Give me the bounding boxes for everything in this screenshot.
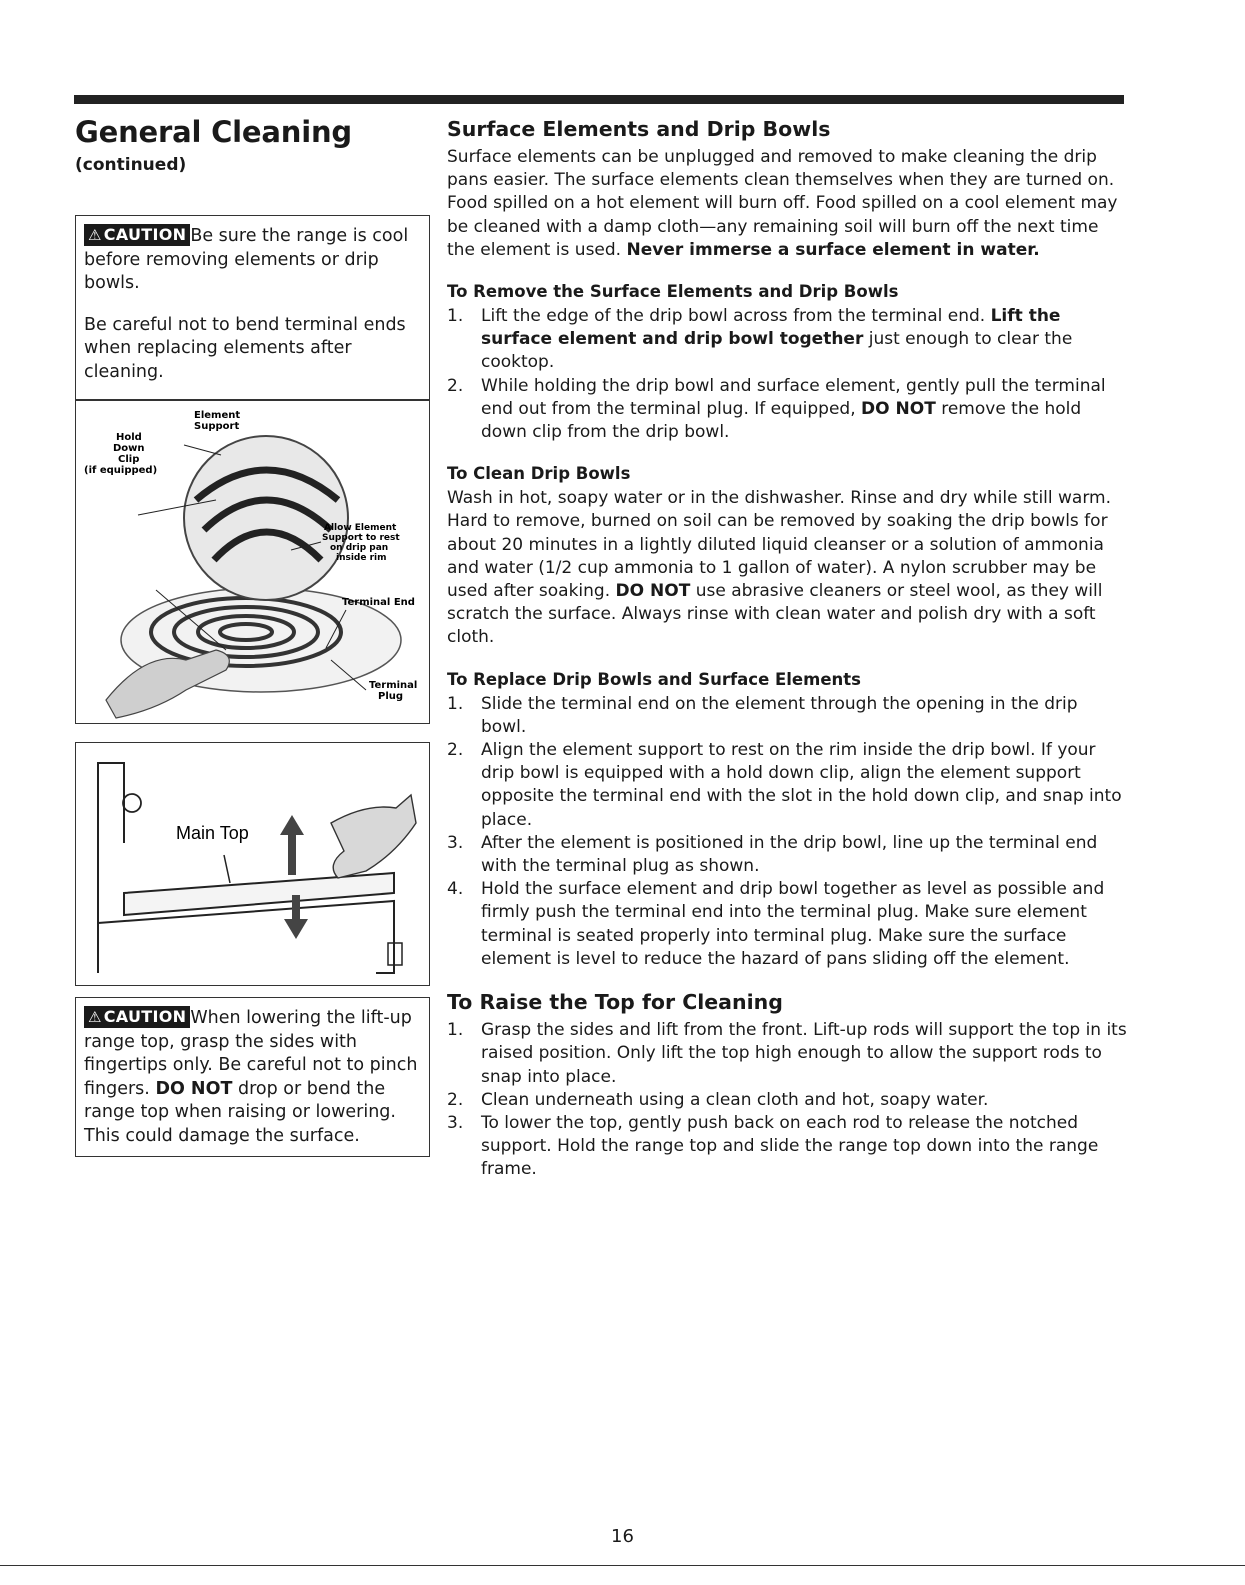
step-item: 1. Slide the terminal end on the element through the opening in the drip bowl. <box>447 693 1078 737</box>
caution-bold: DO NOT <box>155 1078 233 1099</box>
backguard <box>98 763 124 973</box>
caution-second-paragraph: Be careful not to bend terminal ends when replacing elements after cleaning. <box>84 314 406 382</box>
main-top-figure <box>75 742 430 986</box>
caution-badge <box>84 1006 190 1028</box>
footer-rule <box>0 1565 1245 1566</box>
hand-drawing <box>331 795 416 878</box>
range-body-edge <box>376 903 394 973</box>
caution-badge-label: CAUTION <box>103 1007 187 1026</box>
caution-badge-label: CAUTION <box>103 225 187 244</box>
left-column <box>75 114 430 1146</box>
page-subtitle: (continued) <box>75 155 187 175</box>
svg-text:(if equipped): (if equipped) <box>84 465 158 476</box>
raise-steps <box>447 1019 1127 1181</box>
caution-text <box>84 224 421 296</box>
svg-text:inside rim: inside rim <box>336 553 387 563</box>
section-body: Surface elements can be unplugged and removed to make cleaning the drip pans easier. The surface elements clean themselves when they are turned on. Food spilled on a hot element will burn off. Food spilled on a cool element may be cleaned with a damp cloth—any remaining soil will burn off the next time the element is used. Never immerse a surface element in water. <box>447 147 1118 260</box>
section-clean <box>447 462 1127 649</box>
svg-text:on drip pan: on drip pan <box>330 543 389 553</box>
warning-bold: Never immerse a surface element in water. <box>626 239 1040 260</box>
section-surface-elements <box>447 116 1127 262</box>
leader-line <box>184 445 221 455</box>
svg-text:Support to rest: Support to rest <box>322 533 400 543</box>
label-pointer <box>224 855 230 883</box>
main-top-label: Main Top <box>176 823 249 843</box>
page-title: General Cleaning <box>75 115 352 149</box>
warning-triangle-icon: ⚠ <box>88 226 102 244</box>
step-item: 1. Grasp the sides and lift from the front. Lift-up rods will support the top in its raised position. Only lift the top high enough to allow the support rods to snap into place. <box>447 1020 1127 1087</box>
svg-text:Down: Down <box>113 443 145 454</box>
step-item: 2. Align the element support to rest on the rim inside the drip bowl. If your drip bowl is equipped with a hold down clip, align the element support opposite the terminal end with the slot in the hold down clip, and snap into place. <box>447 740 1122 830</box>
section-raise-top <box>447 989 1127 1181</box>
right-column <box>447 116 1127 1200</box>
caution-inline-text: Be sure the range is cool before removing elements or drip bowls. <box>84 226 409 293</box>
subsection-title: To Clean Drip Bowls <box>447 464 631 484</box>
magnified-view <box>184 436 348 600</box>
remove-steps <box>447 305 1127 444</box>
surface-element-figure <box>75 399 430 724</box>
section-body: Wash in hot, soapy water or in the dishwasher. Rinse and dry while still warm. Hard to remove, burned on soil can be removed by soaking the drip bowls for about 20 minutes in a lightly diluted liquid cleanser or a solution of ammonia and water (1/2 cup ammonia to 1 gallon of water). A nylon scrubber may be used after soaking. DO NOT use abrasive cleaners or steel wool, as they will scratch the surface. Always rinse with clean water and polish dry with a soft cloth. <box>447 488 1112 648</box>
caution-badge <box>84 224 190 246</box>
caution-box-range-top <box>75 997 430 1157</box>
warning-triangle-icon: ⚠ <box>88 1008 102 1026</box>
header-rule <box>74 95 1124 104</box>
subsection-title: To Replace Drip Bowls and Surface Elements <box>447 669 861 689</box>
label-element-support: Element <box>194 410 241 421</box>
surface-element-illustration <box>76 400 428 722</box>
step-item: 4. Hold the surface element and drip bowl together as level as possible and firmly push the terminal end into the terminal plug. Make sure element terminal is seated properly into terminal plug. Make sure the surface element is level to reduce the hazard of pans sliding off the element. <box>447 879 1105 969</box>
section-remove <box>447 280 1127 444</box>
main-top-illustration <box>76 743 428 984</box>
page-number: 16 <box>611 1526 634 1547</box>
step-item: 2. Clean underneath using a clean cloth and hot, soapy water. <box>447 1089 989 1110</box>
step-item: 1. Lift the edge of the drip bowl across from the terminal end. Lift the surface element and drip bowl together just enough to clear the cooktop. <box>447 306 1073 373</box>
caution-box-elements <box>75 215 430 401</box>
step-item: 3. To lower the top, gently push back on each rod to release the notched support. Hold the range top and slide the range top down into the range frame. <box>447 1112 1099 1180</box>
label-terminal-end: Terminal End <box>342 597 415 608</box>
caution-text-b: drop or bend the range top when raising or lowering. This could damage the surface. <box>84 1078 396 1146</box>
svg-text:Plug: Plug <box>378 691 404 702</box>
label-terminal-plug: Terminal <box>369 680 418 691</box>
section-title: To Raise the Top for Cleaning <box>447 990 783 1015</box>
knob-icon <box>123 794 141 812</box>
up-arrow-icon <box>280 815 304 875</box>
section-title: Surface Elements and Drip Bowls <box>447 117 831 141</box>
subsection-title: To Remove the Surface Elements and Drip Bowls <box>447 282 899 302</box>
step-item: 2. While holding the drip bowl and surface element, gently pull the terminal end out from the terminal plug. If equipped, DO NOT remove the hold down clip from the drip bowl. <box>447 375 1106 443</box>
section-replace <box>447 668 1127 971</box>
svg-text:Clip: Clip <box>118 454 140 465</box>
label-allow-element: Allow Element <box>324 523 397 533</box>
svg-text:Support: Support <box>194 421 240 432</box>
step-item: 3. After the element is positioned in the drip bowl, line up the terminal end with the terminal plug as shown. <box>447 832 1098 877</box>
replace-steps <box>447 693 1127 971</box>
label-hold-down: Hold <box>116 432 142 443</box>
raised-top-panel <box>124 873 394 915</box>
caution-text-a: When lowering the lift-up range top, grasp the sides with fingertips only. Be careful not to pinch fingers. <box>84 1008 418 1099</box>
